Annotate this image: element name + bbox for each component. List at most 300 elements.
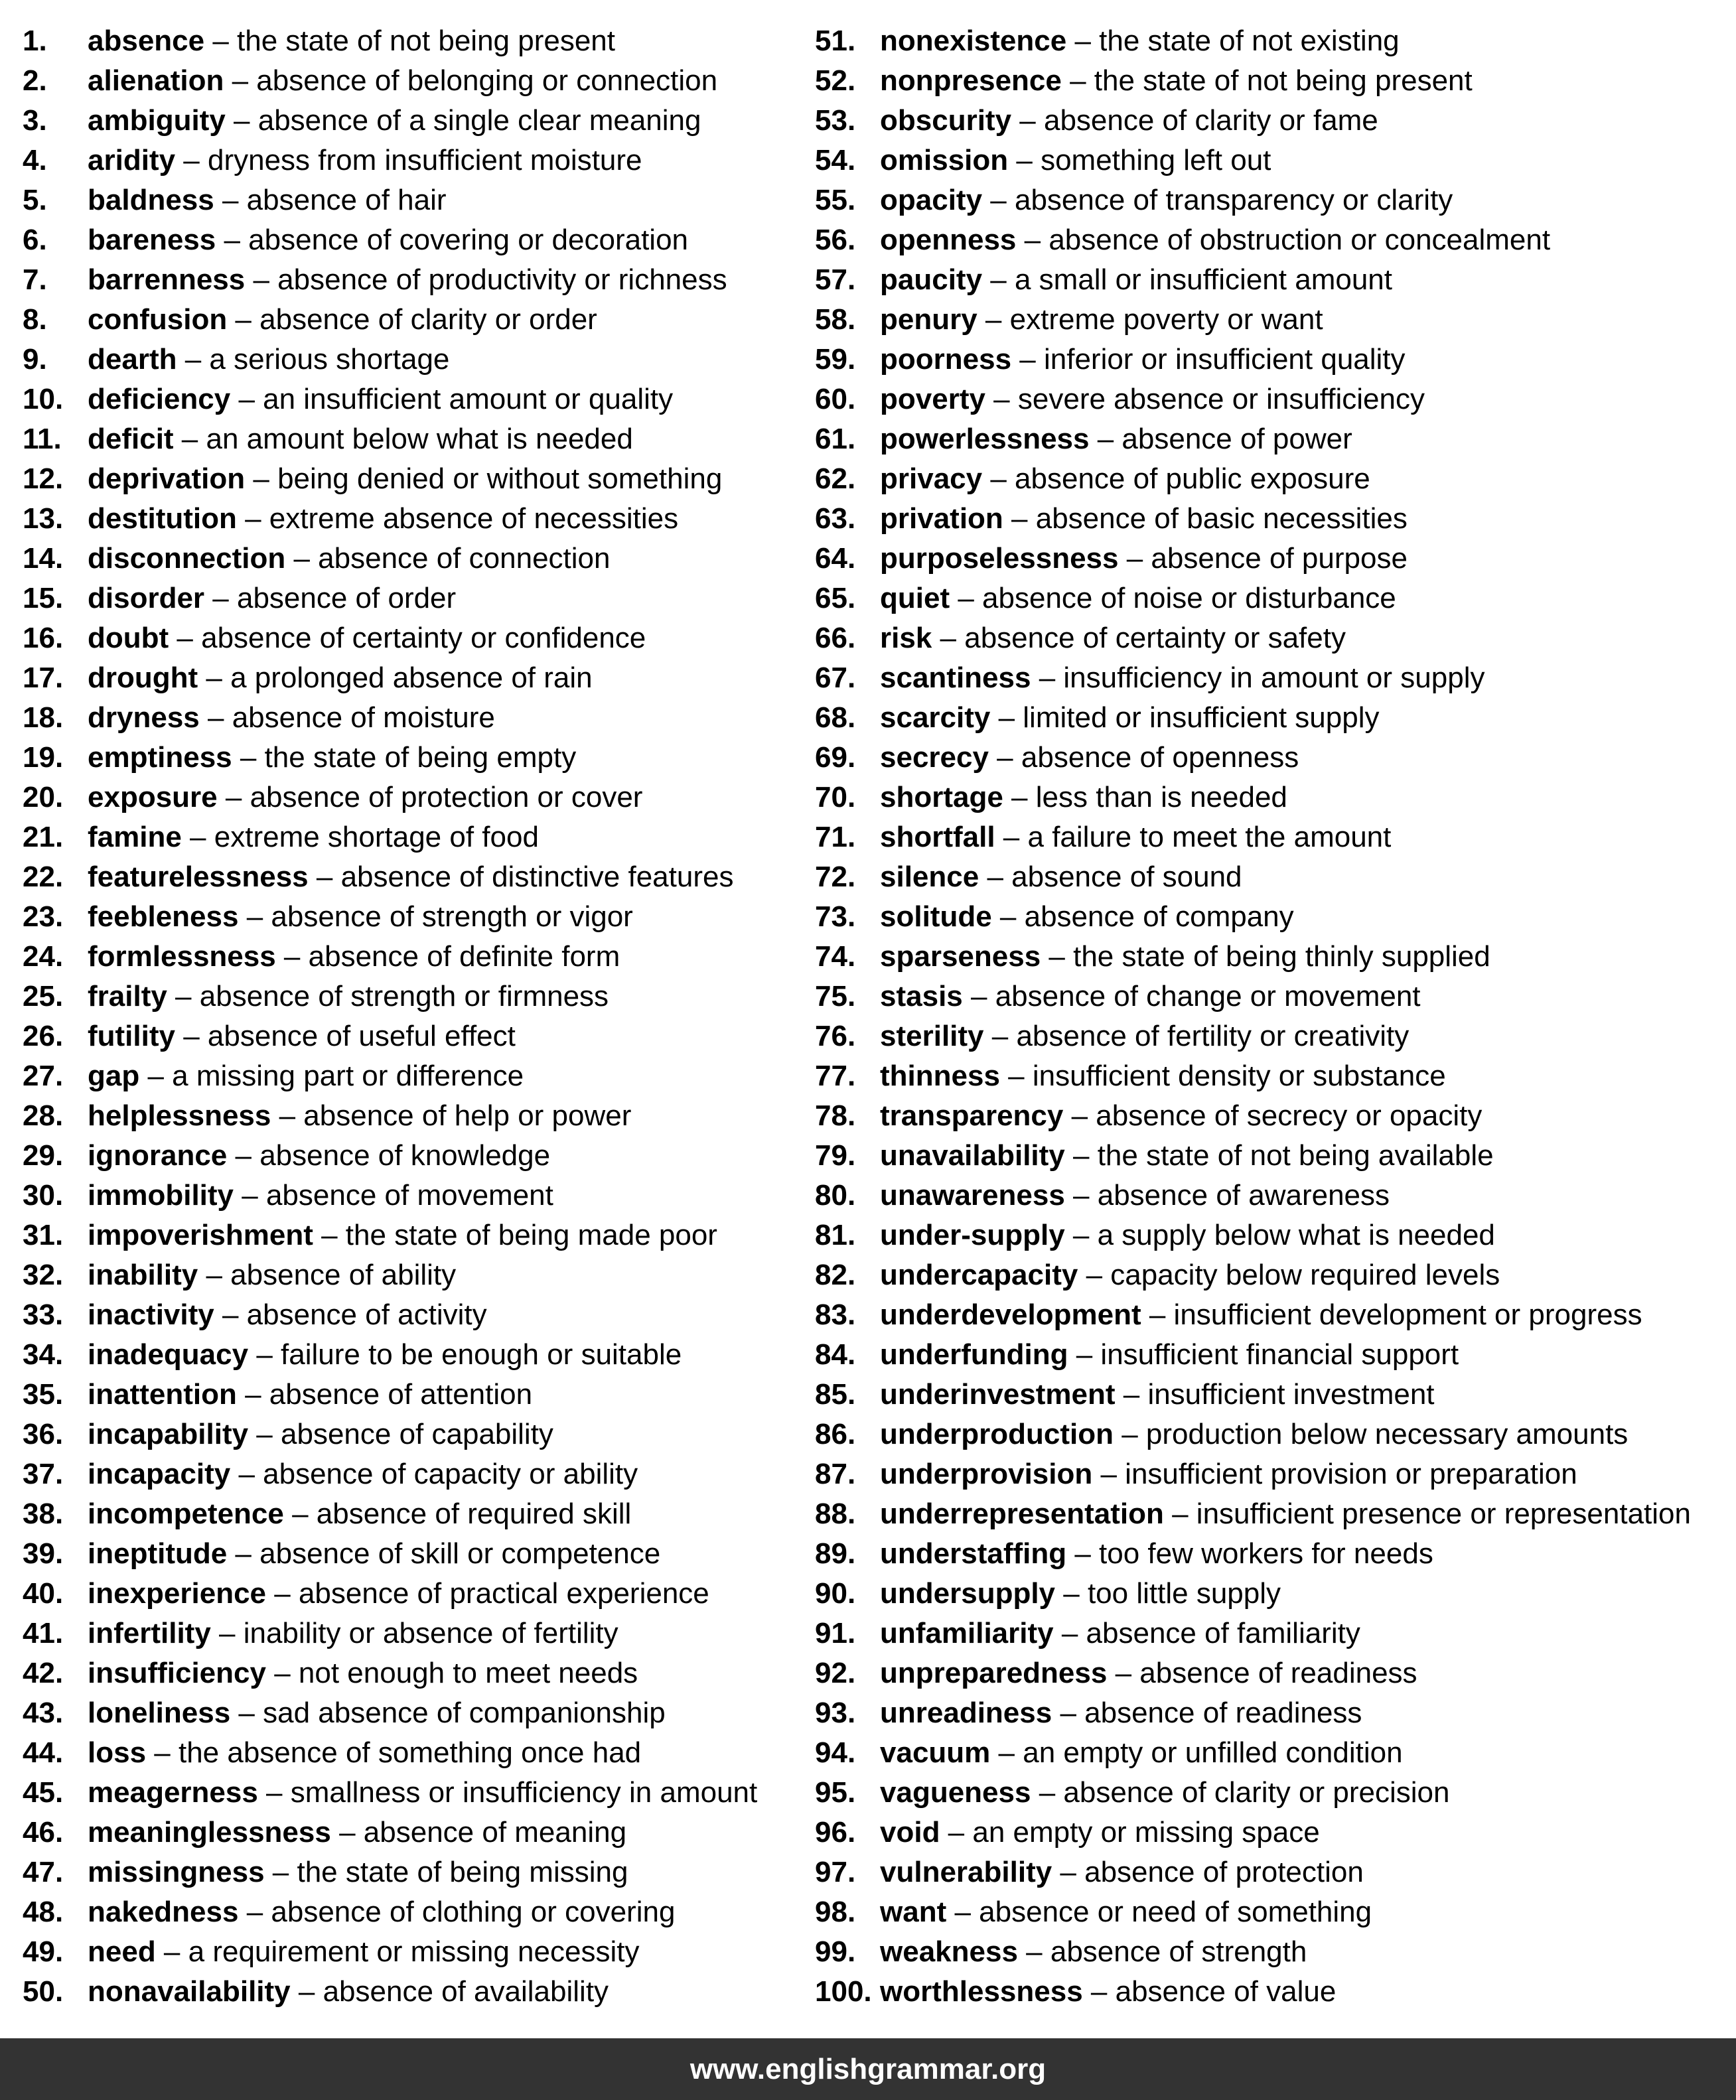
item-separator: – [1068,1338,1101,1371]
item-definition: absence of productivity or richness [277,263,727,296]
item-definition: absence of hair [246,184,447,216]
item-number: 75. [815,980,856,1013]
item-separator: – [1055,1577,1088,1610]
item-separator: – [230,1697,263,1729]
item-separator: – [1066,1537,1100,1570]
item-separator: – [257,1776,291,1809]
item-text [88,220,688,260]
list-item [815,977,1717,1016]
item-separator: – [224,64,257,97]
list-item [815,1216,1717,1255]
item-separator: – [1092,1458,1125,1490]
item-separator: – [932,622,965,654]
item-definition: absence of capacity or ability [263,1458,638,1490]
item-text [880,260,1392,300]
item-separator: – [139,1060,173,1092]
item-term: exposure [88,781,218,813]
item-text [88,1415,553,1454]
item-separator: – [236,502,269,535]
list-item [815,658,1717,698]
item-text [880,1216,1495,1255]
item-term: quiet [880,582,950,614]
item-text [880,1733,1403,1773]
item-separator: – [283,1498,317,1530]
item-number: 62. [815,462,856,495]
item-number: 11. [23,423,62,455]
item-number: 1. [23,25,47,57]
item-separator: – [1141,1298,1174,1331]
item-text [880,340,1406,380]
list-item [23,1972,799,2012]
item-number: 35. [23,1378,64,1411]
item-term: frailty [88,980,167,1013]
item-text [880,1255,1500,1295]
item-term: famine [88,821,182,853]
item-definition: an empty or missing space [972,1816,1320,1849]
item-definition: the state of being thinly supplied [1073,940,1490,973]
item-separator: – [1016,224,1049,256]
item-term: baldness [88,184,214,216]
list-item [23,1136,799,1176]
item-separator: – [204,582,237,614]
item-definition: absence of protection [1084,1856,1364,1888]
item-term: scarcity [880,701,991,734]
item-term: nonpresence [880,64,1062,97]
item-definition: limited or insufficient supply [1023,701,1380,734]
list-item [815,1614,1717,1653]
item-text [880,1972,1336,2012]
item-term: helplessness [88,1099,271,1132]
item-definition: the state of being made poor [345,1219,717,1251]
item-term: doubt [88,622,169,654]
item-term: barrenness [88,263,246,296]
list-item [815,180,1717,220]
item-separator: – [214,1298,247,1331]
item-definition: being denied or without something [277,462,723,495]
item-term: openness [880,224,1017,256]
item-text [88,1614,618,1653]
item-term: underrepresentation [880,1498,1164,1530]
item-separator: – [216,224,249,256]
item-text [88,1733,641,1773]
list-item [23,380,799,419]
item-definition: a requirement or missing necessity [188,1935,640,1968]
list-item [23,340,799,380]
list-item [23,1454,799,1494]
item-definition: sad absence of companionship [263,1697,666,1729]
item-text [88,459,722,499]
item-separator: – [275,940,309,973]
item-number: 37. [23,1458,64,1490]
item-number: 45. [23,1776,64,1809]
item-definition: failure to be enough or suitable [281,1338,682,1371]
item-definition: absence of a single clear meaning [257,104,701,137]
item-text [880,857,1242,897]
item-definition: absence of attention [269,1378,533,1411]
item-term: vulnerability [880,1856,1052,1888]
item-text [880,1176,1390,1216]
list-item [815,1653,1717,1693]
item-definition: a failure to meet the amount [1027,821,1392,853]
list-item [23,61,799,101]
item-number: 3. [23,104,47,137]
item-term: weakness [880,1935,1018,1968]
item-separator: – [1064,1179,1098,1212]
item-separator: – [169,622,202,654]
item-definition: extreme absence of necessities [269,502,679,535]
item-separator: – [1053,1617,1086,1649]
item-definition: absence of strength or firmness [199,980,609,1013]
item-term: incapacity [88,1458,231,1490]
item-definition: insufficient provision or preparation [1125,1458,1577,1490]
item-text [88,1813,626,1853]
list-item [23,857,799,897]
item-definition: absence of meaning [363,1816,627,1849]
item-separator: – [1031,1776,1064,1809]
item-term: alienation [88,64,224,97]
item-definition: absence of readiness [1139,1657,1417,1689]
item-text [88,101,701,141]
item-number: 46. [23,1816,64,1849]
item-term: vacuum [880,1736,991,1769]
list-item [23,1096,799,1136]
item-definition: absence of obstruction or concealment [1049,224,1551,256]
item-separator: – [155,1935,188,1968]
item-definition: absence of clarity or precision [1063,1776,1450,1809]
item-text [88,1056,524,1096]
item-term: purposelessness [880,542,1119,575]
item-term: solitude [880,900,992,933]
item-definition: the state of not being present [237,25,615,57]
list-item [23,1853,799,1892]
item-separator: – [210,1617,244,1649]
item-text [880,21,1400,61]
item-number: 61. [815,423,856,455]
item-separator: – [199,701,232,734]
item-separator: – [245,462,278,495]
item-separator: – [177,343,210,376]
item-separator: – [230,1458,263,1490]
item-separator: – [308,861,341,893]
item-text [880,658,1484,698]
item-text [88,897,633,937]
item-definition: extreme poverty or want [1009,303,1323,336]
item-definition: absence of clothing or covering [271,1896,676,1928]
item-definition: absence of distinctive features [340,861,734,893]
list-item [815,220,1717,260]
item-number: 9. [23,343,47,376]
item-definition: the state of not being present [1094,64,1473,97]
item-number: 48. [23,1896,64,1928]
item-definition: a missing part or difference [172,1060,524,1092]
item-definition: extreme shortage of food [214,821,539,853]
item-definition: capacity below required levels [1110,1259,1500,1291]
item-term: bareness [88,224,216,256]
item-text [88,1534,660,1574]
item-separator: – [1041,940,1074,973]
item-text [880,1892,1372,1932]
item-definition: too few workers for needs [1099,1537,1433,1570]
item-separator: – [234,1179,266,1212]
item-number: 26. [23,1020,64,1052]
item-definition: absence of value [1115,1975,1337,2008]
item-number: 59. [815,343,856,376]
item-definition: a supply below what is needed [1097,1219,1495,1251]
item-separator: – [999,1060,1033,1092]
item-term: risk [880,622,932,654]
item-text [88,1454,638,1494]
item-number: 12. [23,462,64,495]
item-separator: – [238,1896,271,1928]
item-number: 25. [23,980,64,1013]
item-definition: absence of knowledge [259,1139,551,1172]
item-text [880,419,1352,459]
item-definition: the state of being missing [297,1856,628,1888]
item-definition: the state of being empty [264,741,577,774]
item-definition: insufficient development or progress [1173,1298,1642,1331]
item-text [880,1853,1364,1892]
item-number: 84. [815,1338,856,1371]
item-number: 92. [815,1657,856,1689]
list-item [815,1375,1717,1415]
item-separator: – [1031,662,1064,694]
item-number: 73. [815,900,856,933]
item-text [880,1534,1433,1574]
item-number: 39. [23,1537,64,1570]
item-term: poverty [880,383,985,415]
item-number: 58. [815,303,856,336]
item-term: deficit [88,423,174,455]
item-definition: absence of activity [246,1298,487,1331]
list-item [815,1773,1717,1813]
item-separator: – [982,184,1015,216]
item-separator: – [990,1736,1023,1769]
item-separator: – [977,303,1010,336]
item-separator: – [1064,1139,1098,1172]
list-item [815,897,1717,937]
item-number: 31. [23,1219,64,1251]
item-number: 68. [815,701,856,734]
list-item [815,380,1717,419]
item-text [88,1176,553,1216]
list-item [23,1932,799,1972]
list-item [815,1892,1717,1932]
item-definition: production below necessary amounts [1145,1418,1628,1450]
item-separator: – [266,1577,299,1610]
item-separator: – [1008,144,1041,176]
footer-website-link[interactable]: www.englishgrammar.org [689,2052,1047,2085]
list-item [23,1295,799,1335]
list-item [815,1056,1717,1096]
item-text [880,1773,1449,1813]
item-term: inexperience [88,1577,267,1610]
item-term: formlessness [88,940,276,973]
item-text [88,1693,666,1733]
list-item [23,618,799,658]
item-separator: – [1017,1935,1050,1968]
item-term: dearth [88,343,177,376]
item-text [88,1096,631,1136]
item-definition: absence of strength [1050,1935,1307,1968]
item-definition: severe absence or insufficiency [1017,383,1425,415]
item-number: 85. [815,1378,856,1411]
item-term: nakedness [88,1896,239,1928]
item-text [880,1335,1459,1375]
item-number: 99. [815,1935,856,1968]
item-separator: – [217,781,250,813]
item-number: 57. [815,263,856,296]
item-text [880,1016,1409,1056]
item-term: insufficiency [88,1657,266,1689]
item-separator: – [1052,1856,1085,1888]
item-text [880,459,1370,499]
item-number: 19. [23,741,64,774]
item-text [88,1972,609,2012]
item-separator: – [167,980,200,1013]
item-term: nonexistence [880,25,1067,57]
item-text [880,1693,1362,1733]
item-term: omission [880,144,1009,176]
item-separator: – [1118,542,1151,575]
item-term: void [880,1816,940,1849]
item-term: privation [880,502,1003,535]
item-term: meaninglessness [88,1816,331,1849]
item-separator: – [983,1020,1017,1052]
item-term: understaffing [880,1537,1067,1570]
item-term: deficiency [88,383,231,415]
item-number: 65. [815,582,856,614]
item-number: 87. [815,1458,856,1490]
item-term: disorder [88,582,205,614]
item-text [880,579,1396,618]
item-number: 40. [23,1577,64,1610]
list-item [23,1494,799,1534]
item-number: 14. [23,542,64,575]
item-number: 30. [23,1179,64,1212]
item-definition: absence of connection [318,542,611,575]
item-term: gap [88,1060,140,1092]
item-separator: – [290,1975,323,2008]
item-number: 18. [23,701,64,734]
item-term: futility [88,1020,175,1052]
item-term: underprovision [880,1458,1093,1490]
item-separator: – [950,582,983,614]
item-text [880,1574,1281,1614]
item-separator: – [198,1259,231,1291]
item-number: 23. [23,900,64,933]
list-item [23,1056,799,1096]
item-text [88,539,611,579]
list-item [23,1016,799,1056]
item-text [880,220,1550,260]
item-term: poorness [880,343,1012,376]
item-definition: absence of help or power [303,1099,632,1132]
item-term: unavailability [880,1139,1065,1172]
item-text [880,141,1271,180]
item-text [88,1853,628,1892]
item-number: 32. [23,1259,64,1291]
item-text [88,1574,709,1614]
item-term: undercapacity [880,1259,1078,1291]
item-definition: absence of useful effect [207,1020,516,1052]
item-text [880,1056,1446,1096]
item-definition: not enough to meet needs [298,1657,638,1689]
list-item [23,260,799,300]
item-text [88,1295,487,1335]
item-term: obscurity [880,104,1012,137]
item-separator: – [1163,1498,1196,1530]
item-definition: absence of awareness [1097,1179,1390,1212]
item-number: 50. [23,1975,64,2008]
list-item [23,658,799,698]
footer-bar [0,2038,1736,2100]
item-term: loneliness [88,1697,231,1729]
item-definition: inferior or insufficient quality [1043,343,1406,376]
item-text [880,1136,1494,1176]
item-text [880,937,1490,977]
item-number: 53. [815,104,856,137]
item-number: 76. [815,1020,856,1052]
list-item [815,738,1717,778]
item-separator: – [1003,781,1036,813]
item-number: 91. [815,1617,856,1649]
list-item [815,340,1717,380]
list-item [815,499,1717,539]
item-text [880,1454,1577,1494]
item-number: 90. [815,1577,856,1610]
item-separator: – [995,821,1028,853]
item-definition: absence of moisture [232,701,495,734]
item-text [88,499,678,539]
item-text [88,300,597,340]
item-separator: – [227,1537,260,1570]
item-number: 71. [815,821,856,853]
item-number: 72. [815,861,856,893]
item-text [88,698,495,738]
item-term: meagerness [88,1776,258,1809]
list-item [23,21,799,61]
item-separator: – [265,1657,299,1689]
item-text [88,380,673,419]
item-term: thinness [880,1060,1000,1092]
list-item [815,817,1717,857]
list-item [23,1375,799,1415]
item-number: 96. [815,1816,856,1849]
item-term: confusion [88,303,228,336]
item-text [88,1255,456,1295]
item-text [88,778,642,817]
item-definition: the absence of something once had [178,1736,642,1769]
list-item [23,1614,799,1653]
item-separator: – [238,900,271,933]
list-item [23,817,799,857]
item-separator: – [988,741,1021,774]
list-item [815,419,1717,459]
item-term: inability [88,1259,198,1291]
item-term: infertility [88,1617,211,1649]
item-separator: – [1066,25,1100,57]
item-definition: absence of secrecy or opacity [1096,1099,1483,1132]
item-definition: absence of clarity or fame [1043,104,1378,137]
item-definition: absence of protection or cover [250,781,643,813]
item-definition: a prolonged absence of rain [230,662,593,694]
item-separator: – [962,980,995,1013]
list-item [23,1574,799,1614]
item-separator: – [225,104,258,137]
item-definition: absence of openness [1021,741,1299,774]
item-separator: – [232,741,265,774]
item-text [88,61,717,101]
